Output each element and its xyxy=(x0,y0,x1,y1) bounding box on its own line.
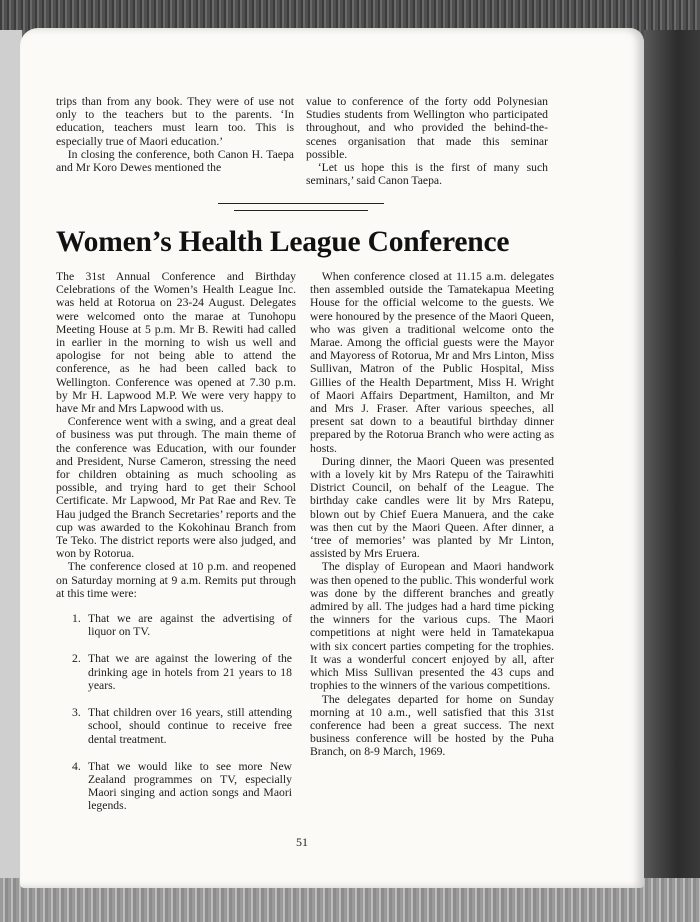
paragraph: The 31st Annual Conference and Birthday Celebrations of the Women’s Health League Inc. was held at Rotorua on 23-24 August. Delegates were welcomed onto the marae at Tunohopu Meeting House at 5 p.m. Mr B. Rewiti had called in earlier in the morning to wish us well and apologise for not being able to attend the conference, as he had been called back to Wellington. Conference was opened at 7.30 p.m. by Mr H. Lapwood M.P. We were very happy to have Mr and Mrs Lapwood with us. xyxy=(56,270,296,416)
paragraph: In closing the conference, both Canon H. Taepa and Mr Koro Dewes mentioned the xyxy=(56,147,294,175)
paragraph: Conference went with a swing, and a great deal of business was put through. The main theme of the conference was Education, with our founder and President, Nurse Cameron, stressing the need for children obtaining as much schooling as possible, and trying hard to get their School Certificate. Mr Lapwood, Mr Pat Rae and Rev. Te Hau judged the Branch Secretaries’ reports and the cup was awarded to the Kokohinau Branch from Te Teko. The district reports were also judged, and won by Rotorua. xyxy=(56,415,296,561)
paragraph: The display of European and Maori handwork was then opened to the public. This wonderful work was done by the different branches and greatly admired by all. The judges had a hard time picking the winners for the various cups. The Maori competitions at night were held in Tamatekapua with six concert parties competing for the trophies. It was a wonderful concert enjoyed by all, after which Miss Sullivan presented the 43 cups and trophies to the winners of the various competitions. xyxy=(310,560,554,693)
top-left-column xyxy=(56,95,294,174)
list-item: 1. That we are against the advertising of liquor on TV. xyxy=(72,612,292,639)
article-headline: Women’s Health League Conference xyxy=(56,226,510,258)
page-number: 51 xyxy=(296,835,308,849)
paragraph: The conference closed at 10 p.m. and reopened on Saturday morning at 9 a.m. Remits put through at this time were: xyxy=(56,560,296,600)
paragraph: During dinner, the Maori Queen was presented with a lovely kit by Mrs Ratepu of the Tairawhiti District Council, on behalf of the League. The birthday cake candles were lit by Mrs Ratepu, blown out by Chief Euera Manuera, and the cake was then cut by the Maori Queen. After dinner, a ‘tree of memories’ was planted by Mr Linton, assisted by Mrs Eruera. xyxy=(310,454,554,561)
list-item: 4. That we would like to see more New Zealand programmes on TV, especially Maori singing and action songs and Maori legends. xyxy=(72,759,292,813)
scan-border-right xyxy=(644,30,700,890)
paragraph: value to conference of the forty odd Polynesian Studies students from Wellington who participated throughout, and who provided the behind-the-scenes organisation that made this seminar possible. xyxy=(306,95,548,161)
remits-list xyxy=(56,612,296,812)
section-divider-bottom xyxy=(234,210,368,211)
paragraph: When conference closed at 11.15 a.m. delegates then assembled outside the Tamatekapua Meeting House for the official welcome to the guests. We were honoured by the presence of the Maori Queen, who was given a traditional welcome onto the Marae. Among the official guests were the Mayor and Mayoress of Rotorua, Mr and Mrs Linton, Miss Sullivan, Matron of the Public Hospital, Miss Gillies of the Health Department, Miss H. Wright of Maori Affairs Department, Hamilton, and Mr and Mrs J. Fraser. After various speeches, all present sat down to a beautiful birthday dinner prepared by the Rotorua Branch who were acting as hosts. xyxy=(310,270,554,455)
paragraph: trips than from any book. They were of use not only to the teachers but to the parents. ‘In education, teachers must learn too. This is especially true of Maori education.’ xyxy=(56,95,294,148)
list-item: 2. That we are against the lowering of the drinking age in hotels from 21 years to 18 years. xyxy=(72,652,292,692)
article-right-column xyxy=(310,270,554,759)
article-left-column xyxy=(56,270,296,827)
paragraph: ‘Let us hope this is the first of many such seminars,’ said Canon Taepa. xyxy=(306,161,548,188)
list-item: 3. That children over 16 years, still attending school, should continue to receive free dental treatment. xyxy=(72,706,292,746)
paragraph: The delegates departed for home on Sunday morning at 10 a.m., well satisfied that this 31st conference had been a great success. The next business conference will be hosted by the Puha Branch, on 8-9 March, 1969. xyxy=(310,692,554,759)
section-divider-top xyxy=(218,203,384,204)
top-right-column xyxy=(306,95,548,187)
